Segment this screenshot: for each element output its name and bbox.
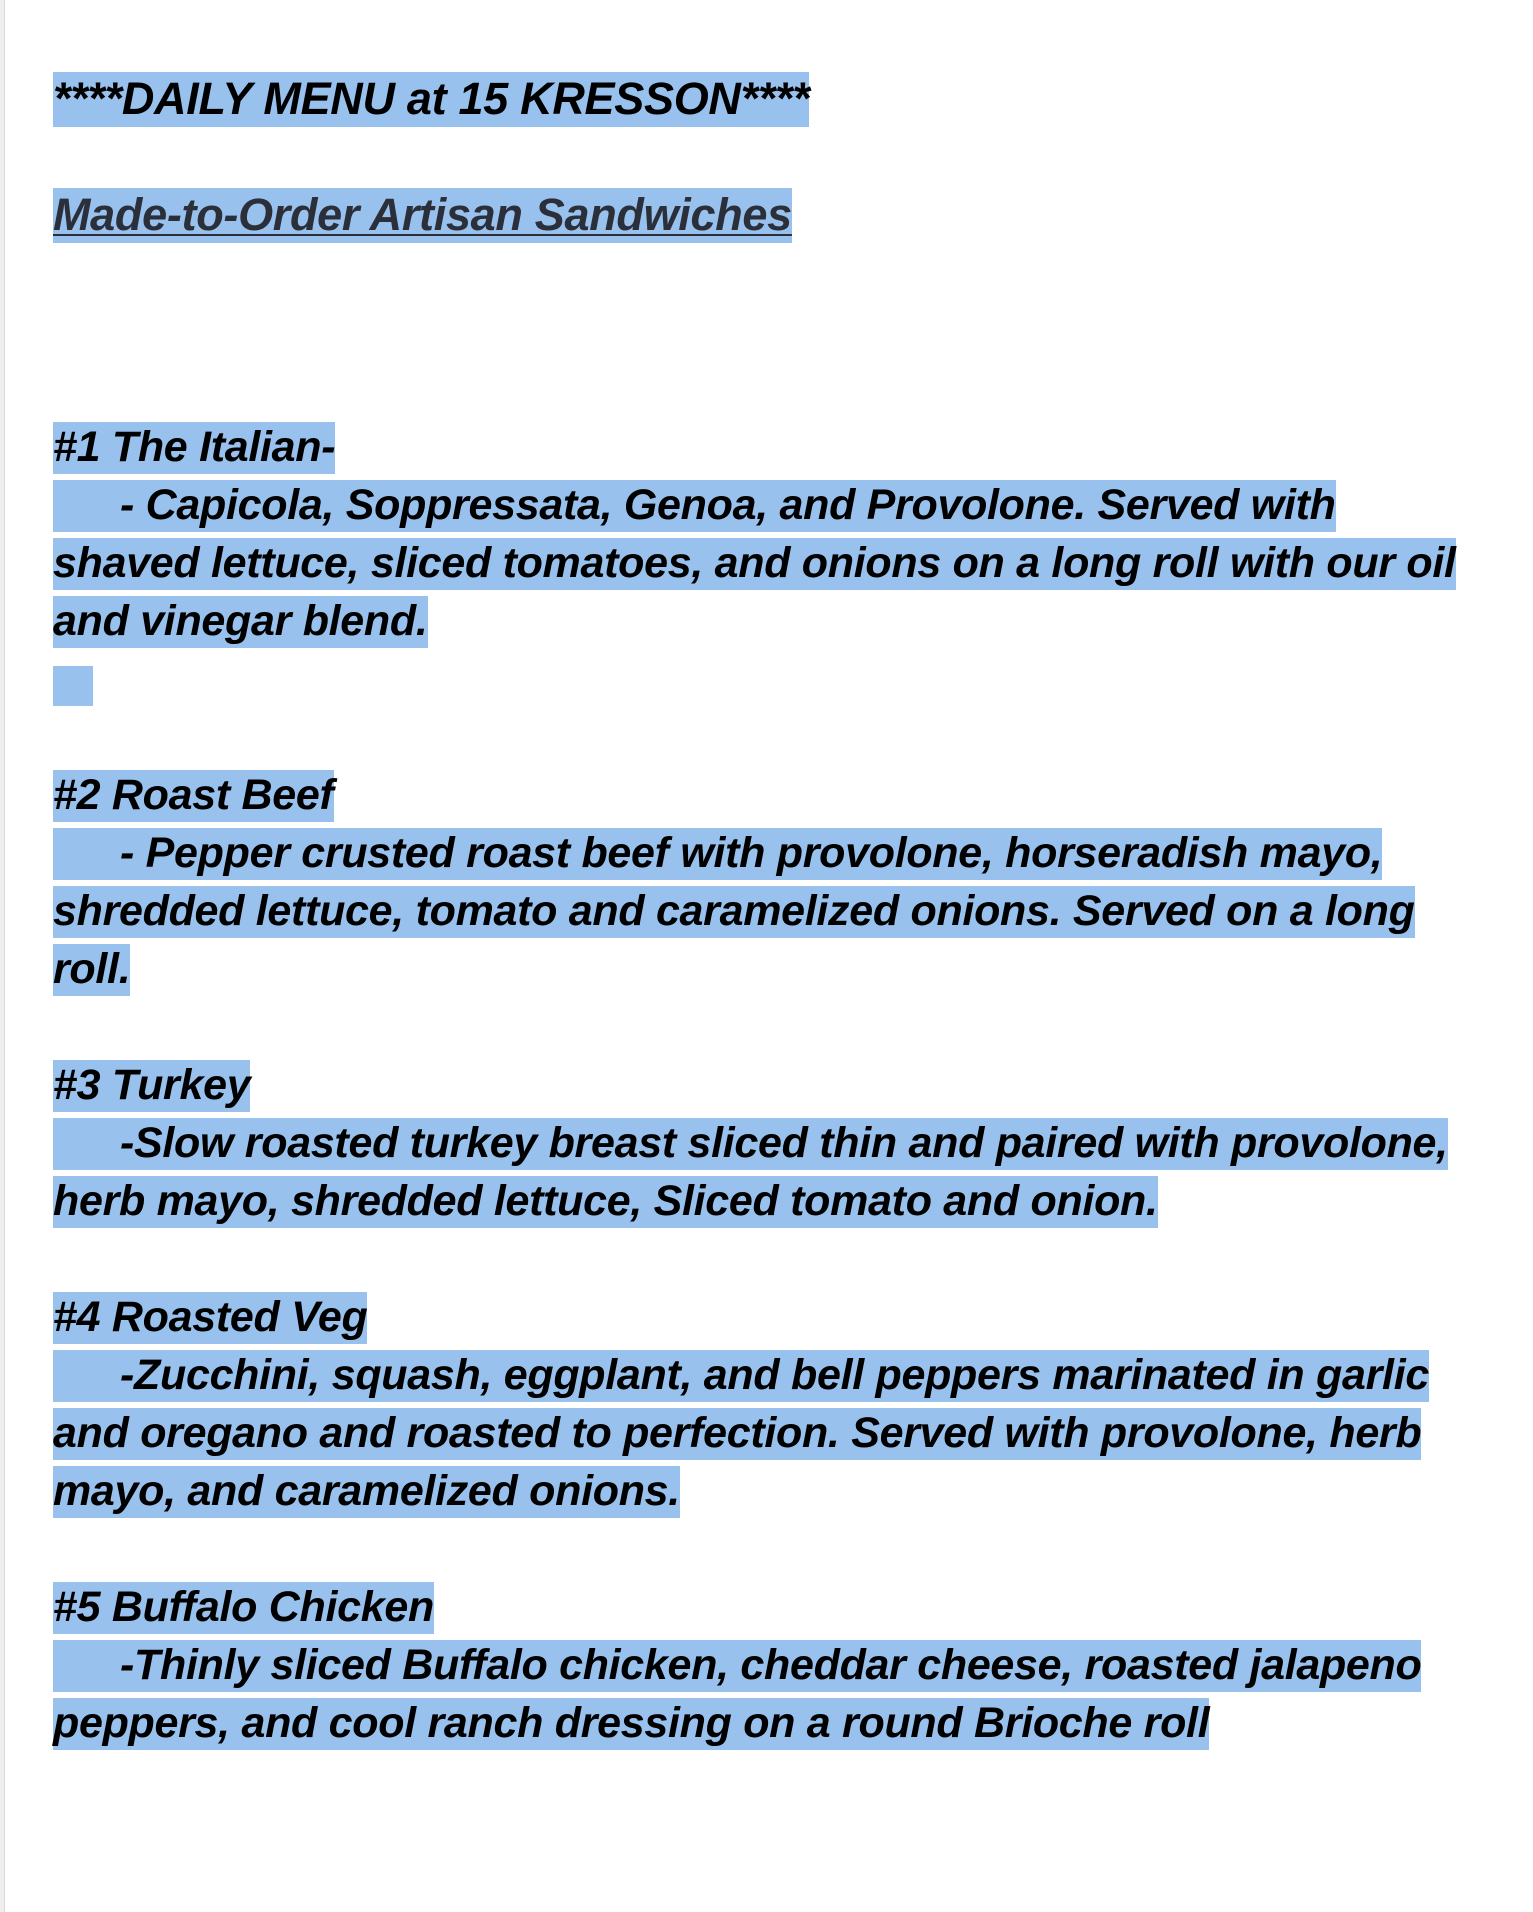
- menu-item-description: - Capicola, Soppressata, Genoa, and Provolone. Served with shaved lettuce, sliced tomatoes, and onions on a long roll with our oil and vinegar blend.: [53, 476, 1493, 650]
- menu-item-roast-beef: [53, 766, 1493, 998]
- menu-item-name: #4 Roasted Veg: [53, 1288, 1493, 1346]
- menu-item-description: -Slow roasted turkey breast sliced thin and paired with provolone, herb mayo, shredded lettuce, Sliced tomato and onion.: [53, 1114, 1493, 1230]
- blank-lines-spacer: [53, 244, 1493, 418]
- menu-item-buffalo-chicken: [53, 1578, 1493, 1752]
- menu-item-description: - Pepper crusted roast beef with provolone, horseradish mayo, shredded lettuce, tomato and caramelized onions. Served on a long roll.: [53, 824, 1493, 998]
- blank-line: [53, 998, 1493, 1056]
- menu-item-italian: [53, 418, 1493, 708]
- menu-item-description: -Zucchini, squash, eggplant, and bell peppers marinated in garlic and oregano and roasted to perfection. Served with provolone, herb mayo, and caramelized onions.: [53, 1346, 1493, 1520]
- blank-line: [53, 1520, 1493, 1578]
- menu-title-text: ****DAILY MENU at 15 KRESSON****: [53, 72, 809, 127]
- blank-line: [53, 708, 1493, 766]
- document-page: [4, 0, 1533, 1912]
- menu-item-roasted-veg: [53, 1288, 1493, 1520]
- menu-item-turkey: [53, 1056, 1493, 1230]
- menu-item-name: #3 Turkey: [53, 1056, 1493, 1114]
- menu-item-name: #5 Buffalo Chicken: [53, 1578, 1493, 1636]
- menu-subtitle-text: Made-to-Order Artisan Sandwiches: [53, 188, 792, 243]
- blank-line: [53, 1230, 1493, 1288]
- menu-item-name: #1 The Italian-: [53, 418, 1493, 476]
- empty-selected-line: [53, 650, 1493, 708]
- document-body[interactable]: [53, 70, 1493, 1752]
- menu-item-description: -Thinly sliced Buffalo chicken, cheddar cheese, roasted jalapeno peppers, and cool ranch dressing on a round Brioche roll: [53, 1636, 1493, 1752]
- menu-subtitle: [53, 186, 1493, 244]
- menu-title: [53, 70, 1493, 128]
- menu-item-name: #2 Roast Beef: [53, 766, 1493, 824]
